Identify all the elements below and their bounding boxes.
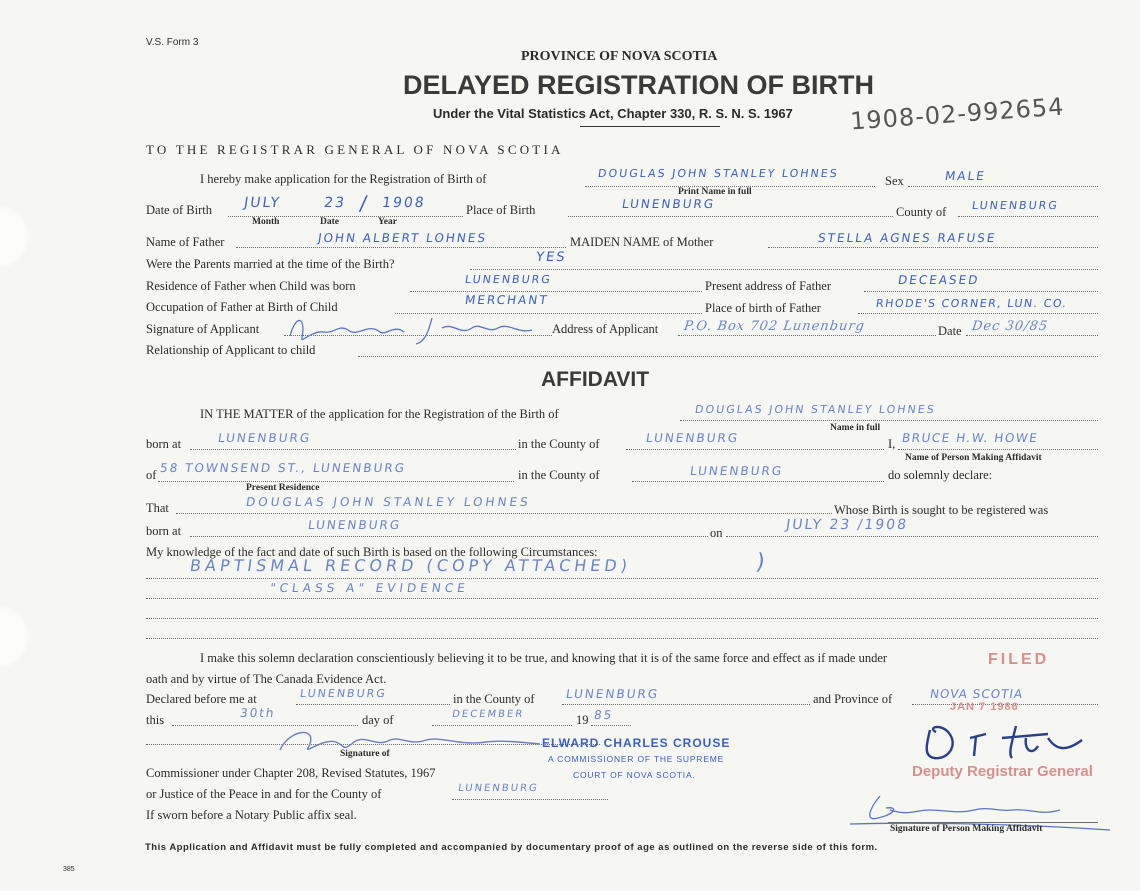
occupation-label: Occupation of Father at Birth of Child <box>146 300 338 314</box>
county-value: LUNENBURG <box>971 199 1060 212</box>
born-at-value: LUNENBURG <box>217 431 313 445</box>
year-prefix: 19 <box>576 713 589 727</box>
date-value: Dec 30/85 <box>970 319 1050 334</box>
form-subtitle: Under the Vital Statistics Act, Chapter 330, R. S. N. S. 1967 <box>433 106 793 121</box>
sex-label: Sex <box>885 174 904 188</box>
matter-name: DOUGLAS JOHN STANLEY LOHNES <box>694 403 937 416</box>
declaration-line-1: I make this solemn declaration conscientiously believing it to be true, and knowing that it is of the same force and effect as if made under <box>200 651 888 665</box>
declared-at: LUNENBURG <box>299 687 388 700</box>
affiant-signature-label: Signature of Person Making Affidavit <box>890 824 1043 834</box>
pob-label: Place of Birth <box>466 203 536 217</box>
occupation-value: MERCHANT <box>464 293 550 307</box>
justice-label: or Justice of the Peace in and for the County of <box>146 787 382 801</box>
circumstance-2: "CLASS A" EVIDENCE <box>269 581 470 595</box>
mother-label: MAIDEN NAME of Mother <box>570 235 714 249</box>
date-label: Date <box>938 324 962 338</box>
dob-month: JULY <box>242 195 282 211</box>
matter-label: IN THE MATTER of the application for the Registration of the Birth of <box>200 407 559 421</box>
father-value: JOHN ALBERT LOHNES <box>317 231 489 245</box>
pob-value: LUNENBURG <box>621 197 717 211</box>
commissioner-signature <box>250 722 550 762</box>
province-heading: PROVINCE OF NOVA SCOTIA <box>521 49 718 64</box>
registration-number: 1908-02-992654 <box>849 92 1066 136</box>
deputy-registrar-stamp: Deputy Registrar General <box>912 763 1093 780</box>
knowledge-label: My knowledge of the fact and date of such Birth is based on the following Circumstances: <box>146 545 598 559</box>
father-label: Name of Father <box>146 235 225 249</box>
born-at-value-2: LUNENBURG <box>307 518 403 532</box>
corner-code: 385 <box>63 866 75 873</box>
child-name: DOUGLAS JOHN STANLEY LOHNES <box>597 167 840 180</box>
footer-instructions: This Application and Affidavit must be fully completed and accompanied by documentary proof of age as outlined on the reverse side of this form. <box>145 842 878 853</box>
deputy-signature <box>916 716 1096 764</box>
commissioner-stamp-line-1: A COMMISSIONER OF THE SUPREME <box>548 754 725 764</box>
title-rule <box>580 126 720 127</box>
i-label: I, <box>888 437 896 451</box>
in-county-label-3: in the County of <box>453 692 535 706</box>
justice-county: LUNENBURG <box>457 783 540 794</box>
that-name: DOUGLAS JOHN STANLEY LOHNES <box>245 495 532 509</box>
county-label: County of <box>896 205 947 219</box>
circumstance-1: BAPTISMAL RECORD (COPY ATTACHED) <box>188 556 633 575</box>
relationship-label: Relationship of Applicant to child <box>146 343 316 357</box>
declared-label: Declared before me at <box>146 692 257 706</box>
commissioner-stamp-name: ELWARD CHARLES CROUSE <box>542 736 731 750</box>
commissioner-label: Commissioner under Chapter 208, Revised Statutes, 1967 <box>146 766 436 780</box>
punch-hole <box>0 205 30 269</box>
affidavit-heading: AFFIDAVIT <box>541 368 650 391</box>
province-value: NOVA SCOTIA <box>929 687 1025 701</box>
present-address-label: Present address of Father <box>705 279 832 293</box>
of-label: of <box>146 468 157 482</box>
present-residence-caption: Present Residence <box>246 483 320 493</box>
signature-of-label: Signature of <box>340 749 390 759</box>
day-value: 30th <box>239 706 277 720</box>
affiant-caption: Name of Person Making Affidavit <box>905 453 1042 463</box>
in-county-value: LUNENBURG <box>645 431 741 445</box>
month-value: DECEMBER <box>451 709 525 720</box>
father-pob-label: Place of birth of Father <box>705 301 821 315</box>
notary-label: If sworn before a Notary Public affix seal. <box>146 808 357 822</box>
residence-value: LUNENBURG <box>464 273 553 286</box>
addressee: TO THE REGISTRAR GENERAL OF NOVA SCOTIA <box>146 142 564 157</box>
dob-slash: / <box>358 191 371 215</box>
whose-label: Whose Birth is sought to be registered was <box>834 503 1049 517</box>
county-value-2: LUNENBURG <box>689 464 785 478</box>
form-title: DELAYED REGISTRATION OF BIRTH <box>403 70 875 100</box>
circumstance-bracket: ) <box>754 550 769 575</box>
filed-stamp-date: JAN 7 1986 <box>950 701 1019 713</box>
print-name-caption: Print Name in full <box>678 187 752 197</box>
applicant-address-value: P.O. Box 702 Lunenburg <box>682 319 866 334</box>
father-pob-value: RHODE'S CORNER, LUN. CO. <box>875 297 1069 310</box>
applicant-signature <box>282 310 552 350</box>
filed-stamp: FILED <box>988 651 1050 668</box>
day-of-label: day of <box>362 713 394 727</box>
residence-label: Residence of Father when Child was born <box>146 279 356 293</box>
born-at-label-2: born at <box>146 524 182 538</box>
declaration-line-2: oath and by virtue of The Canada Evidence Act. <box>146 672 387 686</box>
application-intro: I hereby make application for the Registration of Birth of <box>200 172 487 186</box>
date-caption: Date <box>320 217 339 227</box>
commissioner-stamp-line-2: COURT OF NOVA SCOTIA. <box>573 770 696 780</box>
dob-label: Date of Birth <box>146 203 212 217</box>
mother-value: STELLA AGNES RAFUSE <box>817 231 998 245</box>
present-address-value: DECEASED <box>897 273 981 287</box>
on-date: JULY 23 /1908 <box>784 517 910 533</box>
married-value: YES <box>534 250 568 265</box>
born-at-label: born at <box>146 437 182 451</box>
punch-hole <box>0 605 30 669</box>
married-label: Were the Parents married at the time of the Birth? <box>146 257 395 271</box>
declared-county: LUNENBURG <box>565 687 661 701</box>
dob-year: 1908 <box>380 195 427 211</box>
dob-day: 23 <box>322 195 347 211</box>
in-county-label-2: in the County of <box>518 468 600 482</box>
year-value: 85 <box>593 708 615 722</box>
applicant-address-label: Address of Applicant <box>552 322 659 336</box>
year-caption: Year <box>378 217 397 227</box>
sex-value: MALE <box>944 169 987 183</box>
in-county-label: in the County of <box>518 437 600 451</box>
province-label: and Province of <box>813 692 893 706</box>
on-label: on <box>710 526 723 540</box>
present-residence: 58 TOWNSEND ST., LUNENBURG <box>159 461 407 475</box>
month-caption: Month <box>252 217 280 227</box>
that-label: That <box>146 501 169 515</box>
declare-label: do solemnly declare: <box>888 468 993 482</box>
signature-label: Signature of Applicant <box>146 322 260 336</box>
affiant-name: BRUCE H.W. HOWE <box>901 431 1040 445</box>
form-number: V.S. Form 3 <box>146 37 199 48</box>
name-caption: Name in full <box>830 423 881 433</box>
this-label: this <box>146 713 165 727</box>
